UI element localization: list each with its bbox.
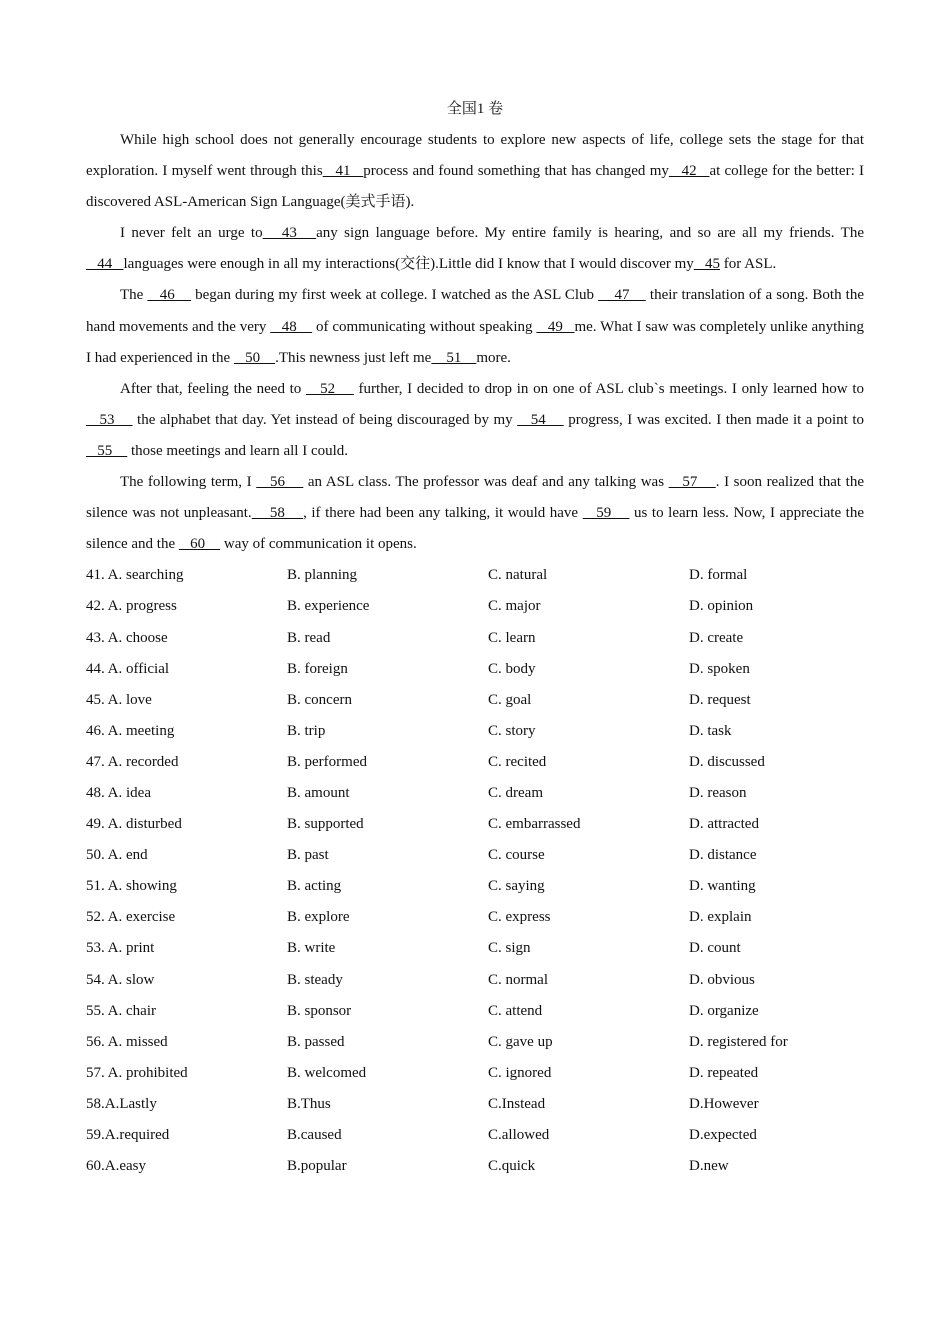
option-choice: C. natural [488,567,548,584]
option-choice: 60.A.easy [86,1158,146,1175]
option-choice: 52. A. exercise [86,909,176,926]
answer-blank: 54 [517,411,564,428]
question-options-row [86,933,864,964]
passage-text: me. What I saw was completely unlike anything I had experienced in the [86,318,865,366]
passage-paragraph [86,125,864,218]
option-choice: B. foreign [287,660,348,677]
passage-text: their translation of a song. Both the hand movements and the very [86,287,865,335]
passage-paragraph [86,218,864,280]
option-choice: B. acting [287,878,342,895]
option-choice: D. opinion [689,598,754,615]
answer-blank: 53 [86,411,133,428]
option-choice: C. sign [488,940,531,957]
option-choice: 58.A.Lastly [86,1095,157,1112]
passage-text: After that, feeling the need to [120,380,306,397]
option-choice: 47. A. recorded [86,753,179,770]
question-options-row [86,809,864,840]
passage-text: us to learn less. Now, I appreciate the silence and the [86,505,864,553]
passage [86,125,864,560]
option-choice: 50. A. end [86,847,148,864]
passage-text: those meetings and learn all I could. [127,442,349,459]
option-choice: B.caused [287,1127,342,1143]
option-choice: D. wanting [689,878,756,895]
passage-text: further, I decided to drop in on one of ASL club`s meetings. I only learned how to [353,380,864,397]
question-options-row [86,654,864,685]
answer-blank: 52 [306,380,354,397]
option-choice: C. learn [488,629,536,646]
answer-blank: 48 [270,318,313,335]
answer-blank: 50 [233,349,276,366]
passage-text: The following term, I [120,474,257,491]
passage-text: at college for the better: I discovered ASL-American Sign Language(美式手语). [86,163,865,211]
option-choice: 46. A. meeting [86,722,175,739]
answer-blank: 59 [582,505,630,522]
option-choice: B. passed [287,1033,345,1050]
passage-text: the alphabet that day. Yet instead of being discouraged by my [132,411,518,428]
option-choice: C.quick [488,1158,536,1175]
option-choice: D. distance [689,847,757,864]
option-choice: D. formal [689,567,748,584]
option-choice: C. saying [488,878,545,895]
option-choice: C. course [488,847,545,864]
question-options-row [86,996,864,1027]
option-choice: B. concern [287,691,352,708]
option-choice: 53. A. print [86,940,155,957]
passage-text: progress, I was excited. I then made it a point to [563,411,865,428]
question-options-row [86,1089,864,1120]
option-choice: C.allowed [488,1127,550,1143]
answer-blank: 46 [147,287,192,304]
question-options-row [86,965,864,996]
question-options-row [86,591,864,622]
answer-blank: 60 [178,536,221,553]
option-choice: D.However [689,1095,759,1112]
option-choice: 59.A.required [86,1127,170,1143]
answer-blank: 41 [322,163,364,180]
option-choice: 57. A. prohibited [86,1064,188,1081]
option-choice: D.expected [689,1127,757,1143]
option-choice: C. embarrassed [488,816,581,833]
option-choice: 55. A. chair [86,1002,156,1019]
option-choice: B. read [287,629,331,646]
option-choice: D. task [689,722,732,739]
page-title: 全国1 卷 [446,101,504,117]
question-options-row [86,1027,864,1058]
passage-text: . I soon realized that the silence was not unpleasant. [86,474,865,522]
option-choice: B.popular [287,1158,347,1175]
option-choice: C. gave up [488,1033,553,1050]
question-options-row [86,685,864,716]
answer-blank: 58 [251,505,304,522]
question-options-row [86,778,864,809]
options-list [86,560,864,1182]
question-options-row [86,716,864,747]
passage-text: way of communication it opens. [220,536,417,553]
passage-paragraph [86,467,864,560]
option-choice: B. planning [287,567,357,584]
document-page [86,94,864,1182]
passage-text: While high school does not generally encourage students to explore new aspects of life, college sets the stage for that exploration. I myself went through this [86,132,864,180]
option-choice: B. experience [287,598,370,615]
passage-text: , if there had been any talking, it would have [303,505,583,522]
option-choice: D. attracted [689,816,759,833]
answer-blank: 44 [86,256,124,273]
option-choice: D. explain [689,909,752,926]
answer-blank: 55 [86,442,128,459]
answer-blank: 45 [693,256,721,273]
option-choice: D. obvious [689,971,755,988]
option-choice: 49. A. disturbed [86,816,182,833]
passage-text: process and found something that has changed my [363,163,669,180]
option-choice: C. goal [488,691,532,708]
option-choice: D. spoken [689,660,750,677]
option-choice: B. performed [287,753,367,770]
option-choice: B. explore [287,909,350,926]
option-choice: B. amount [287,784,350,801]
question-options-row [86,840,864,871]
option-choice: 56. A. missed [86,1033,168,1050]
option-choice: C. body [488,660,536,677]
passage-text: languages were enough in all my interactions(交往).Little did I know that I would discover my [123,256,694,273]
option-choice: C.Instead [488,1095,546,1112]
option-choice: C. ignored [488,1064,552,1081]
option-choice: D. repeated [689,1064,759,1081]
option-choice: C. story [488,722,536,739]
option-choice: C. attend [488,1002,543,1019]
answer-blank: 51 [431,349,477,366]
passage-text: began during my first week at college. I watched as the ASL Club [191,287,599,304]
answer-blank: 57 [668,474,716,491]
question-options-row [86,747,864,778]
option-choice: 41. A. searching [86,567,184,584]
option-choice: B. past [287,847,329,864]
passage-text: The [120,287,148,304]
option-choice: C. recited [488,753,547,770]
passage-text: of communicating without speaking [312,318,537,335]
answer-blank: 56 [256,474,304,491]
option-choice: 48. A. idea [86,784,151,801]
question-options-row [86,623,864,654]
option-choice: 42. A. progress [86,598,177,615]
option-choice: D. organize [689,1002,759,1019]
option-choice: B. write [287,940,336,957]
question-options-row [86,902,864,933]
option-choice: D. discussed [689,753,765,770]
answer-blank: 42 [668,163,710,180]
option-choice: B. trip [287,722,326,739]
option-choice: B. welcomed [287,1064,367,1081]
option-choice: C. dream [488,784,543,801]
passage-text: for ASL. [720,256,777,273]
option-choice: C. normal [488,971,548,988]
option-choice: 43. A. choose [86,629,168,646]
option-choice: 45. A. love [86,691,152,708]
option-choice: D. registered for [689,1033,788,1050]
passage-paragraph [86,374,864,467]
option-choice: B. steady [287,971,343,988]
answer-blank: 43 [262,225,317,242]
option-choice: B. supported [287,816,364,833]
option-choice: 51. A. showing [86,878,177,895]
passage-text: an ASL class. The professor was deaf and any talking was [303,474,669,491]
option-choice: 44. A. official [86,660,170,677]
question-options-row [86,560,864,591]
option-choice: D.new [689,1158,729,1175]
option-choice: D. count [689,940,741,957]
passage-text: I never felt an urge to [120,225,263,242]
option-choice: D. create [689,629,744,646]
option-choice: D. reason [689,784,747,801]
passage-text: any sign language before. My entire family is hearing, and so are all my friends. The [316,225,864,242]
option-choice: B. sponsor [287,1002,352,1019]
answer-blank: 47 [598,287,646,304]
option-choice: 54. A. slow [86,971,155,988]
answer-blank: 49 [536,318,575,335]
option-choice: D. request [689,691,751,708]
option-choice: C. express [488,909,551,926]
passage-text: more. [476,349,511,366]
option-choice: C. major [488,598,541,615]
question-options-row [86,1058,864,1089]
option-choice: B.Thus [287,1095,331,1112]
question-options-row [86,1151,864,1182]
passage-paragraph [86,280,864,373]
question-options-row [86,871,864,902]
question-options-row [86,1120,864,1151]
passage-text: .This newness just left me [275,349,432,366]
